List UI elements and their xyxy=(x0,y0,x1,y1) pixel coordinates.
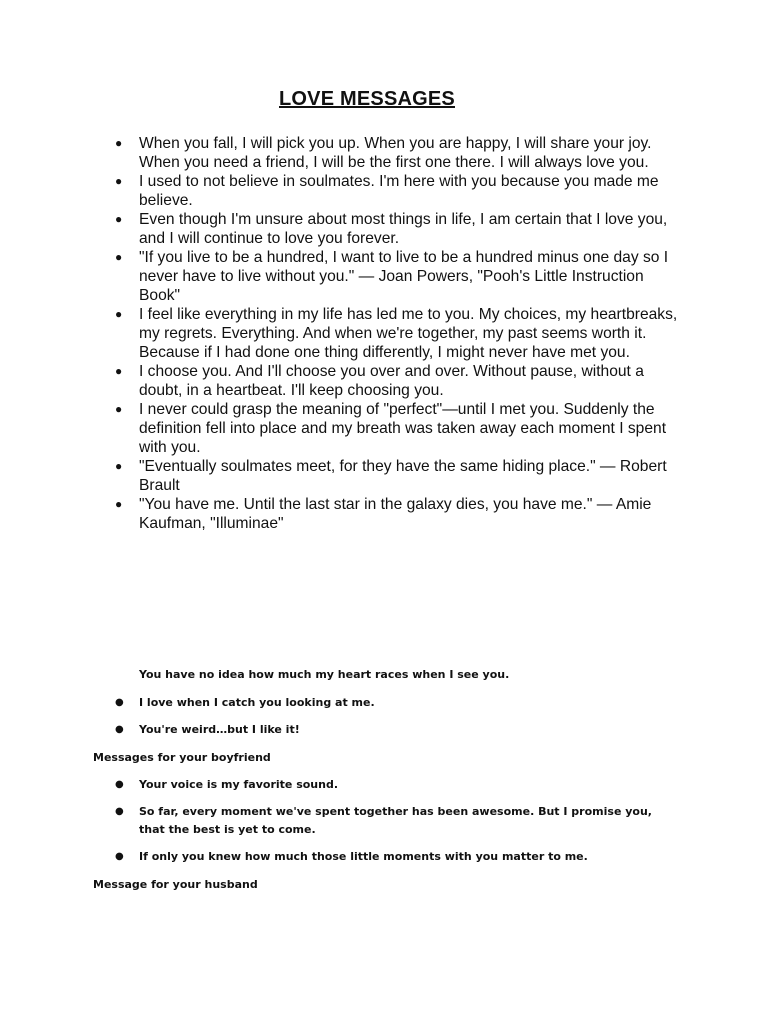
list-item: ● "If you live to be a hundred, I want to live to be a hundred minus one day so I never have to live without you." — Joan Powers, "Pooh's Little Instruction Book" xyxy=(115,249,669,304)
bullet-icon: ● xyxy=(115,697,124,708)
list-item: ● "You have me. Until the last star in the galaxy dies, you have me." — Amie Kaufman, "Illuminae" xyxy=(115,496,652,532)
bullet-icon: ● xyxy=(115,459,123,473)
bullet-icon: ● xyxy=(115,307,123,321)
bullet-icon: ● xyxy=(115,250,123,264)
list-item: ● I choose you. And I'll choose you over and over. Without pause, without a doubt, in a heartbeat. I'll keep choosing you. xyxy=(115,363,644,399)
list-item: ● "Eventually soulmates meet, for they have the same hiding place." — Robert Brault xyxy=(115,458,667,494)
messages-list xyxy=(115,694,699,739)
love-quotes-list xyxy=(115,134,684,533)
bullet-icon: ● xyxy=(115,402,123,416)
section-heading-boyfriend: Messages for your boyfriend xyxy=(93,751,271,764)
list-item: ● I love when I catch you looking at me. xyxy=(139,694,699,712)
bullet-icon: ● xyxy=(115,497,123,511)
list-item: ● You're weird…but I like it! xyxy=(139,721,699,739)
list-item: ● I feel like everything in my life has led me to you. My choices, my heartbreaks, my regrets. Everything. And when we're together, my past seems worth it. Because if I had done one thing differently, I might never have met you. xyxy=(115,306,678,361)
intro-line: You have no idea how much my heart races when I see you. xyxy=(139,668,510,681)
list-item: ● I used to not believe in soulmates. I'm here with you because you made me believe. xyxy=(115,173,659,209)
bullet-icon: ● xyxy=(115,724,124,735)
section-heading-husband: Message for your husband xyxy=(93,878,258,891)
bullet-icon: ● xyxy=(115,806,124,817)
list-item: ● When you fall, I will pick you up. When you are happy, I will share your joy. When you need a friend, I will be the first one there. I will always love you. xyxy=(115,135,652,171)
page-title: LOVE MESSAGES xyxy=(279,88,455,110)
list-item: ● Even though I'm unsure about most things in life, I am certain that I love you, and I will continue to love you forever. xyxy=(115,211,668,247)
bullet-icon: ● xyxy=(115,364,123,378)
list-item: ● I never could grasp the meaning of "perfect"—until I met you. Suddenly the definition fell into place and my breath was taken away each moment I spent with you. xyxy=(115,401,667,456)
list-item: ● If only you knew how much those little moments with you matter to me. xyxy=(139,848,679,866)
boyfriend-messages-list xyxy=(115,776,679,866)
bullet-icon: ● xyxy=(115,136,123,150)
bullet-icon: ● xyxy=(115,779,124,790)
bullet-icon: ● xyxy=(115,851,124,862)
list-item: ● Your voice is my favorite sound. xyxy=(139,776,679,794)
bullet-icon: ● xyxy=(115,174,123,188)
list-item: ● So far, every moment we've spent together has been awesome. But I promise you, that the best is yet to come. xyxy=(115,805,652,836)
bullet-icon: ● xyxy=(115,212,123,226)
